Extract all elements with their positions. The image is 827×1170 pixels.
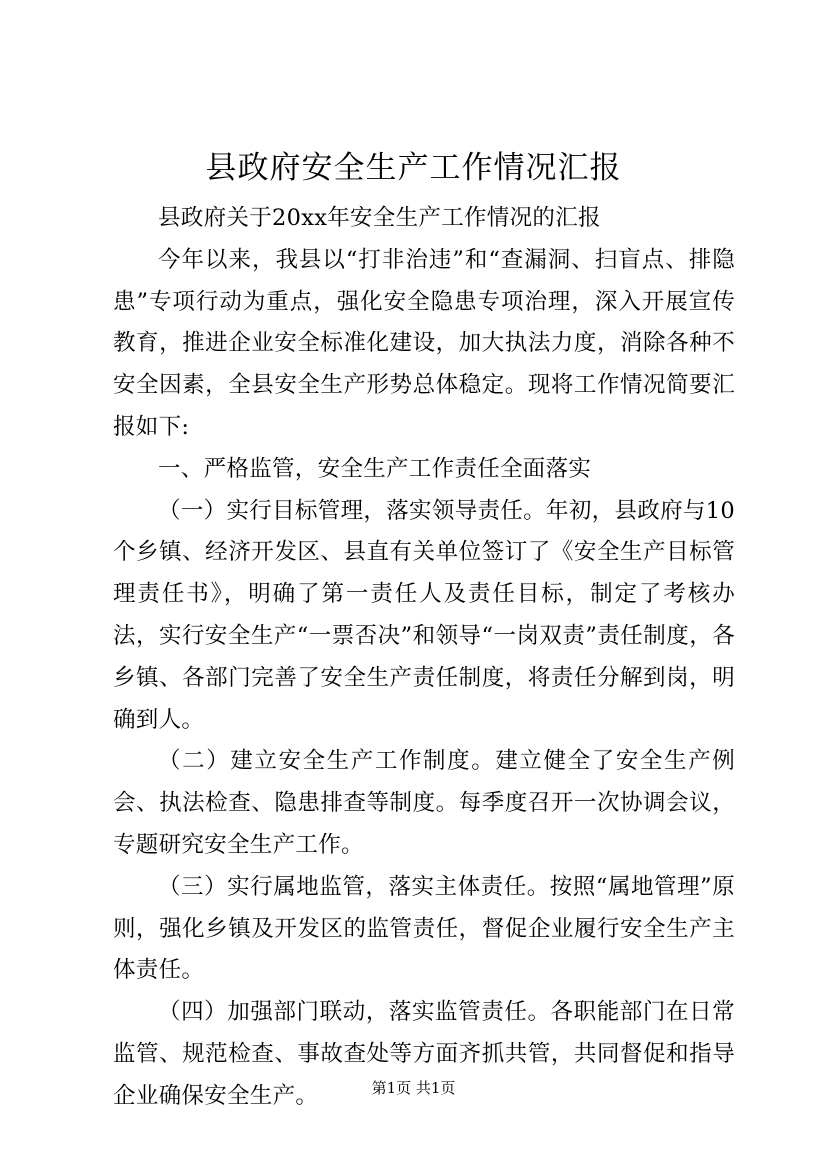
document-body [113, 198, 735, 1118]
paragraph-item-1: （一）实行目标管理，落实领导责任。年初，县政府与10个乡镇、经济开发区、县直有关单位签订了《安全生产目标管理责任书》，明确了第一责任人及责任目标，制定了考核办法，实行安全生产“一票否决”和领导“一岗双责”责任制度，各乡镇、各部门完善了安全生产责任制度，将责任分解到岗，明确到人。 [113, 497, 735, 733]
paragraph-item-4: （四）加强部门联动，落实监管责任。各职能部门在日常监管、规范检查、事故查处等方面齐抓共管，共同督促和指导企业确保安全生产。 [113, 999, 735, 1109]
report-subtitle: 县政府关于20xx年安全生产工作情况的汇报 [158, 205, 601, 231]
document-title: 县政府安全生产工作情况汇报 [205, 150, 622, 186]
page-number-footer: 第1页 共1页 [371, 1079, 456, 1097]
paragraph-item-3: （三）实行属地监管，落实主体责任。按照“属地管理”原则，强化乡镇及开发区的监管责任，督促企业履行安全生产主体责任。 [113, 873, 735, 984]
section-heading-1: 一、严格监管，安全生产工作责任全面落实 [158, 455, 592, 482]
paragraph-item-2: （二）建立安全生产工作制度。建立健全了安全生产例会、执法检查、隐患排查等制度。每季度召开一次协调会议，专题研究安全生产工作。 [113, 748, 735, 858]
intro-paragraph: 今年以来，我县以“打非治违”和“查漏洞、扫盲点、排隐患”专项行动为重点，强化安全隐患专项治理，深入开展宣传教育，推进企业安全标准化建设，加大执法力度，消除各种不安全因素，全县安全生产形势总体稳定。现将工作情况简要汇报如下: [113, 246, 735, 440]
